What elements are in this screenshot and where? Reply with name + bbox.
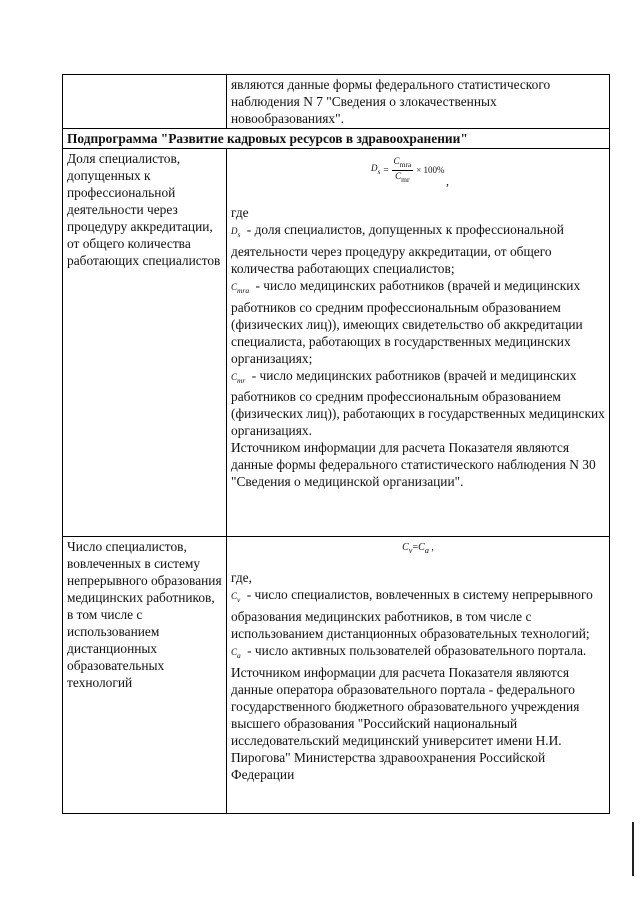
source-text: Источником информации для расчета Показателя являются данные оператора образовательного портала - федерального государственного бюджетного образовательного учреждения высшего образования "Российский национальный исследовательский медицинский университет имени Н.И. Пирогова" Министерства здравоохранения Российской Федерации [231,664,580,782]
indicators-table [62,74,610,814]
definition-ds: $D_s$ - доля специалистов, допущенных к профессиональной деятельности через процедуру аккредитации, от общего количества работающих специалистов; [231,222,564,276]
method-cell [227,537,610,814]
formula-fraction: $\frac{C_{mra}}{C_{mr}}$ [393,156,412,184]
method-cell [227,75,610,129]
table-row-nmo [63,537,610,814]
indicator-cell [63,149,227,537]
section-header-row [63,129,610,149]
method-text: являются данные формы федерального статистического наблюдения N 7 "Сведения о злокачественных новообразованиях". [231,77,551,126]
source-text: Источником информации для расчета Показателя являются данные формы федерального статистического наблюдения N 30 "Сведения о медицинской организации". [231,440,596,490]
method-cell [227,149,610,537]
table-row-continuation [63,75,610,129]
formula-accreditation: $D_s$ = $\frac{C_{mra}}{C_{mr}}$ × 100% , [371,156,449,188]
indicator-name: Число специалистов, вовлеченных в систему непрерывного образования медицинских работников, в том числе с использованием дистанционных образовательных технологий [67,539,222,690]
definition-cmra: $C_{mra}$ - число медицинских работников (врачей и медицинских работников со средним профессиональным образованием (физических лиц)), имеющих свидетельство об аккредитации специалиста, работающих в государственных медицинских организациях; [231,277,583,366]
indicator-cell [63,537,227,814]
definition-ca: $C_a$ - число активных пользователей образовательного портала. [231,642,587,660]
margin-scan-mark [632,822,634,876]
indicator-cell-empty [63,75,227,129]
where-label: где, [231,570,252,585]
formula-nmo: $C_v=C_a$ , [402,542,434,555]
section-header: Подпрограмма "Развитие кадровых ресурсов в здравоохранении" [63,129,610,149]
where-label: где [231,205,249,220]
table-row-accreditation [63,149,610,537]
definition-cmr: $C_{mr}$ - число медицинских работников (врачей и медицинских работников со средним профессиональным образованием (физических лиц)), работающих в государственных медицинских организациях. [231,367,605,439]
indicator-name: Доля специалистов, допущенных к профессиональной деятельности через процедуру аккредитации, от общего количества работающих специалистов [67,151,221,268]
definition-cv: $C_v$ - число специалистов, вовлеченных в систему непрерывного образования медицинских работников, в том числе с использованием дистанционных образовательных технологий; [231,587,593,641]
